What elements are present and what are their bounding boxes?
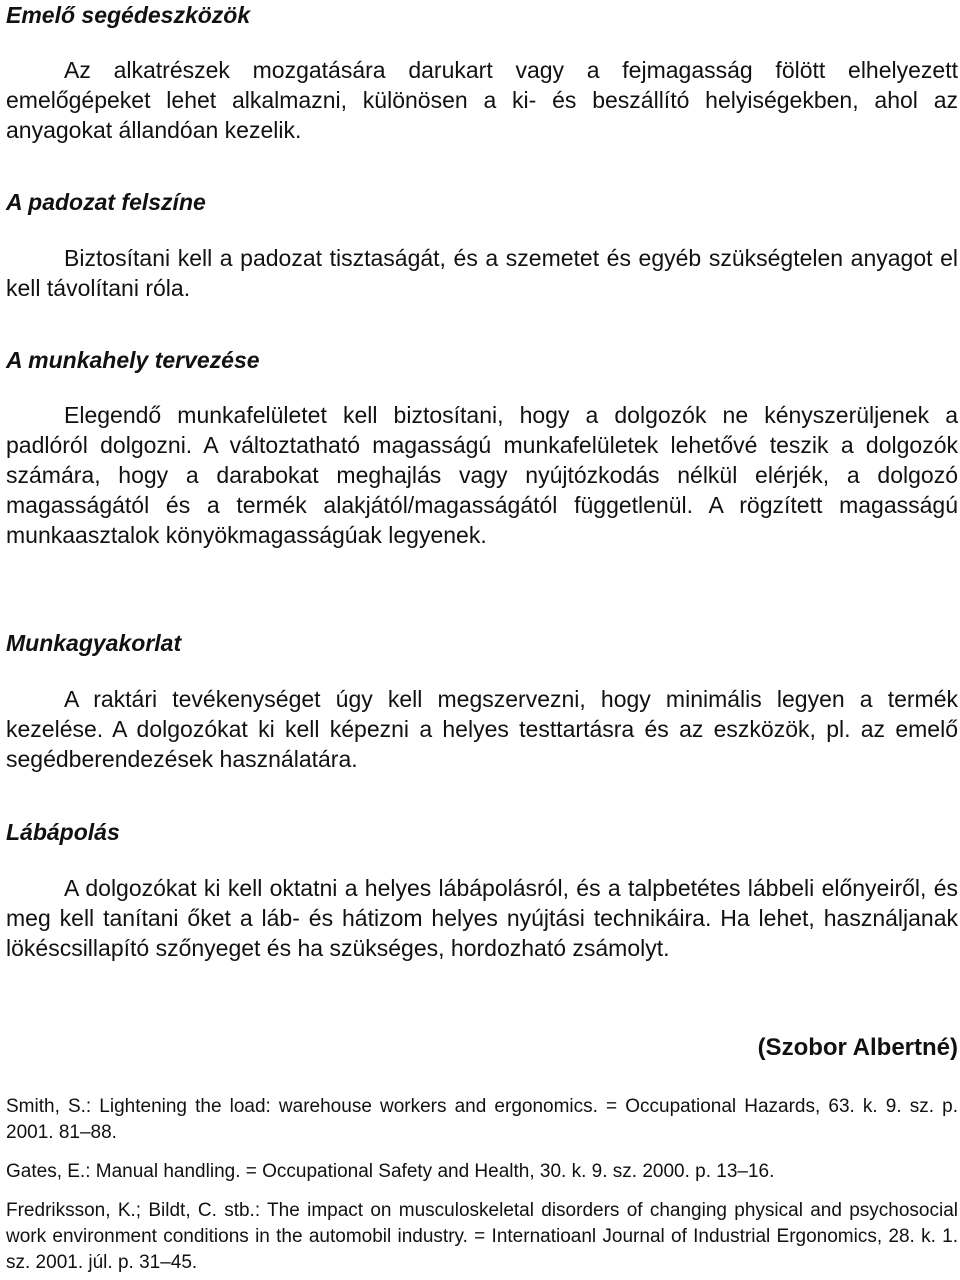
section-paragraph: A dolgozókat ki kell oktatni a helyes lábápolásról, és a talpbetétes lábbeli előnyeiről, és meg kell tanítani őket a láb- és hátizom helyes nyújtási technikáira. Ha lehet, használjanak lökéscsillapító szőnyeget és ha szükséges, hordozható zsámolyt. [6,875,958,961]
section-paragraph: Az alkatrészek mozgatására darukart vagy a fejmagasság fölött elhelyezett emelőgépeket lehet alkalmazni, különösen a ki- és beszállító helyiségekben, ahol az anyagokat állandóan kezelik. [6,57,958,143]
section-heading: Lábápolás [6,819,120,845]
reference-item: Fredriksson, K.; Bildt, C. stb.: The impact on musculoskeletal disorders of changing physical and psychosocial work environment conditions in the automobil industry. = Internatioanl Journal of Industrial Ergonomics, 28. k. 1. sz. 2001. júl. p. 31–45. [6,1200,958,1273]
section-heading: A munkahely tervezése [6,347,260,373]
section-heading: A padozat felszíne [6,189,206,215]
section-heading: Emelő segédeszközök [6,2,251,28]
section-heading: Munkagyakorlat [6,630,182,656]
section-paragraph: A raktári tevékenységet úgy kell megszervezni, hogy minimális legyen a termék kezelése. A dolgozókat ki kell képezni a helyes testtartásra és az eszközök, pl. az emelő segédberendezések használatára. [6,686,958,772]
author-signature: (Szobor Albertné) [757,1034,958,1061]
reference-item: Gates, E.: Manual handling. = Occupational Safety and Health, 30. k. 9. sz. 2000. p. 13–16. [6,1161,775,1182]
section-paragraph: Elegendő munkafelületet kell biztosítani, hogy a dolgozók ne kényszerüljenek a padlóról dolgozni. A változtatható magasságú munkafelületek lehetővé teszik a dolgozók számára, hogy a darabokat meghajlás vagy nyújtózkodás nélkül elérjék, a dolgozó magasságától és a termék alakjától/magasságától függetlenül. A rögzített magasságú munkaasztalok könyökmagasságúak legyenek. [6,402,958,548]
section-paragraph: Biztosítani kell a padozat tisztaságát, és a szemetet és egyéb szükségtelen anyagot el kell távolítani róla. [6,245,958,301]
reference-item: Smith, S.: Lightening the load: warehouse workers and ergonomics. = Occupational Hazards, 63. k. 9. sz. p. 2001. 81–88. [6,1096,958,1143]
